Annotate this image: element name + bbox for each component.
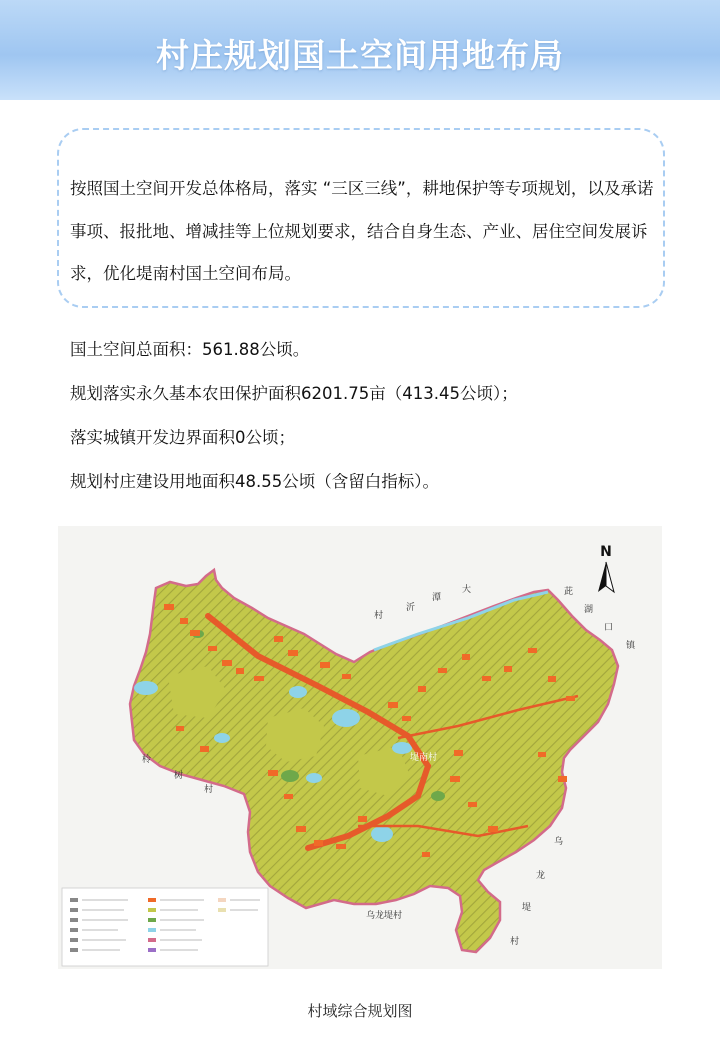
map-legend xyxy=(62,888,268,966)
water-body-6 xyxy=(306,773,322,783)
water-body-4 xyxy=(289,686,307,698)
label-north-3: 大 xyxy=(462,585,472,595)
north-arrow xyxy=(598,562,614,592)
intro-box xyxy=(57,128,665,308)
label-ne-3: 镇 xyxy=(626,641,636,651)
village-plan-map xyxy=(58,526,662,969)
label-se-0: 乌 xyxy=(554,837,564,847)
label-se-3: 村 xyxy=(510,937,520,947)
map-caption: 村域综合规划图 xyxy=(307,1002,413,1020)
label-west-1: 树 xyxy=(174,771,184,781)
label-south: 乌龙堤村 xyxy=(366,911,403,921)
stat-construction-land: 规划村庄建设用地面积48.55公顷（含留白指标）。 xyxy=(70,472,439,491)
intro-text: 按照国土空间开发总体格局，落实 “三区三线”，耕地保护等专项规划，以及承诺事项、报批地、增减挂等上位规划要求，结合自身生态、产业、居住空间发展诉求，优化堤南村国土空间布局。 xyxy=(70,179,654,283)
map-svg xyxy=(58,526,662,969)
label-north-1: 沂 xyxy=(406,603,416,613)
water-body-3 xyxy=(392,742,412,754)
stat-urban-boundary: 落实城镇开发边界面积0公顷； xyxy=(70,428,295,447)
stat-farmland-area: 规划落实永久基本农田保护面积6201.75亩（413.45公顷）； xyxy=(70,384,518,403)
label-west-2: 村 xyxy=(204,785,214,795)
water-body-7 xyxy=(214,733,230,743)
stat-total-area: 国土空间总面积：561.88公顷。 xyxy=(70,340,310,359)
water-body-5 xyxy=(371,826,393,842)
page-title: 村庄规划国土空间用地布局 xyxy=(156,36,564,75)
north-label: N xyxy=(600,544,612,560)
label-center: 堤南村 xyxy=(410,753,438,763)
label-north-0: 村 xyxy=(374,611,384,621)
label-ne-2: 口 xyxy=(604,623,614,633)
label-ne-1: 湖 xyxy=(584,605,594,615)
forest-patch-1 xyxy=(281,770,299,782)
label-se-2: 堤 xyxy=(522,903,532,913)
label-north-2: 潭 xyxy=(432,593,442,603)
label-west-0: 柃 xyxy=(142,755,152,765)
water-body-1 xyxy=(134,681,158,695)
title-banner xyxy=(0,0,720,100)
forest-patch-2 xyxy=(431,791,445,801)
label-ne-0: 茈 xyxy=(564,587,574,597)
label-se-1: 龙 xyxy=(536,871,546,881)
stats-list xyxy=(70,340,670,516)
water-body-2 xyxy=(332,709,360,727)
